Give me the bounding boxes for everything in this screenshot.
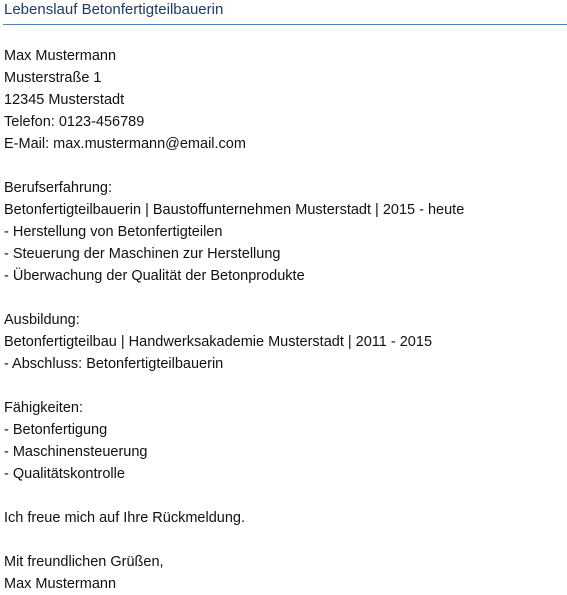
contact-street: Musterstraße 1 [4, 70, 102, 86]
experience-position: Betonfertigteilbauerin | Baustoffunternehmen Musterstadt | 2015 - heute [4, 202, 465, 218]
closing-section [4, 507, 564, 595]
document-title: Lebenslauf Betonfertigteilbauerin [4, 1, 224, 18]
education-section [4, 309, 564, 375]
skills-item: - Betonfertigung [4, 422, 108, 438]
spacer [4, 485, 564, 507]
closing-sentence: Ich freue mich auf Ihre Rückmeldung. [4, 510, 245, 526]
experience-item: - Herstellung von Betonfertigteilen [4, 224, 223, 240]
document-body [4, 45, 564, 595]
experience-item: - Steuerung der Maschinen zur Herstellung [4, 246, 281, 262]
education-heading: Ausbildung: [4, 312, 80, 328]
education-entry: Betonfertigteilbau | Handwerksakademie Musterstadt | 2011 - 2015 [4, 334, 433, 350]
signature-name: Max Mustermann [4, 576, 117, 592]
contact-phone: Telefon: 0123-456789 [4, 114, 145, 130]
spacer [4, 375, 564, 397]
education-item: - Abschluss: Betonfertigteilbauerin [4, 356, 224, 372]
skills-heading: Fähigkeiten: [4, 400, 83, 416]
closing-greeting: Mit freundlichen Grüßen, [4, 554, 164, 570]
experience-item: - Überwachung der Qualität der Betonprodukte [4, 268, 305, 284]
spacer [4, 287, 564, 309]
title-underline [3, 24, 567, 25]
skills-section [4, 397, 564, 485]
experience-section [4, 177, 564, 287]
spacer [4, 155, 564, 177]
skills-item: - Maschinensteuerung [4, 444, 148, 460]
contact-name: Max Mustermann [4, 48, 117, 64]
experience-heading: Berufserfahrung: [4, 180, 113, 196]
skills-item: - Qualitätskontrolle [4, 466, 125, 482]
contact-block [4, 45, 564, 155]
contact-city: 12345 Musterstadt [4, 92, 125, 108]
spacer [4, 529, 564, 551]
contact-email: E-Mail: max.mustermann@email.com [4, 136, 246, 152]
